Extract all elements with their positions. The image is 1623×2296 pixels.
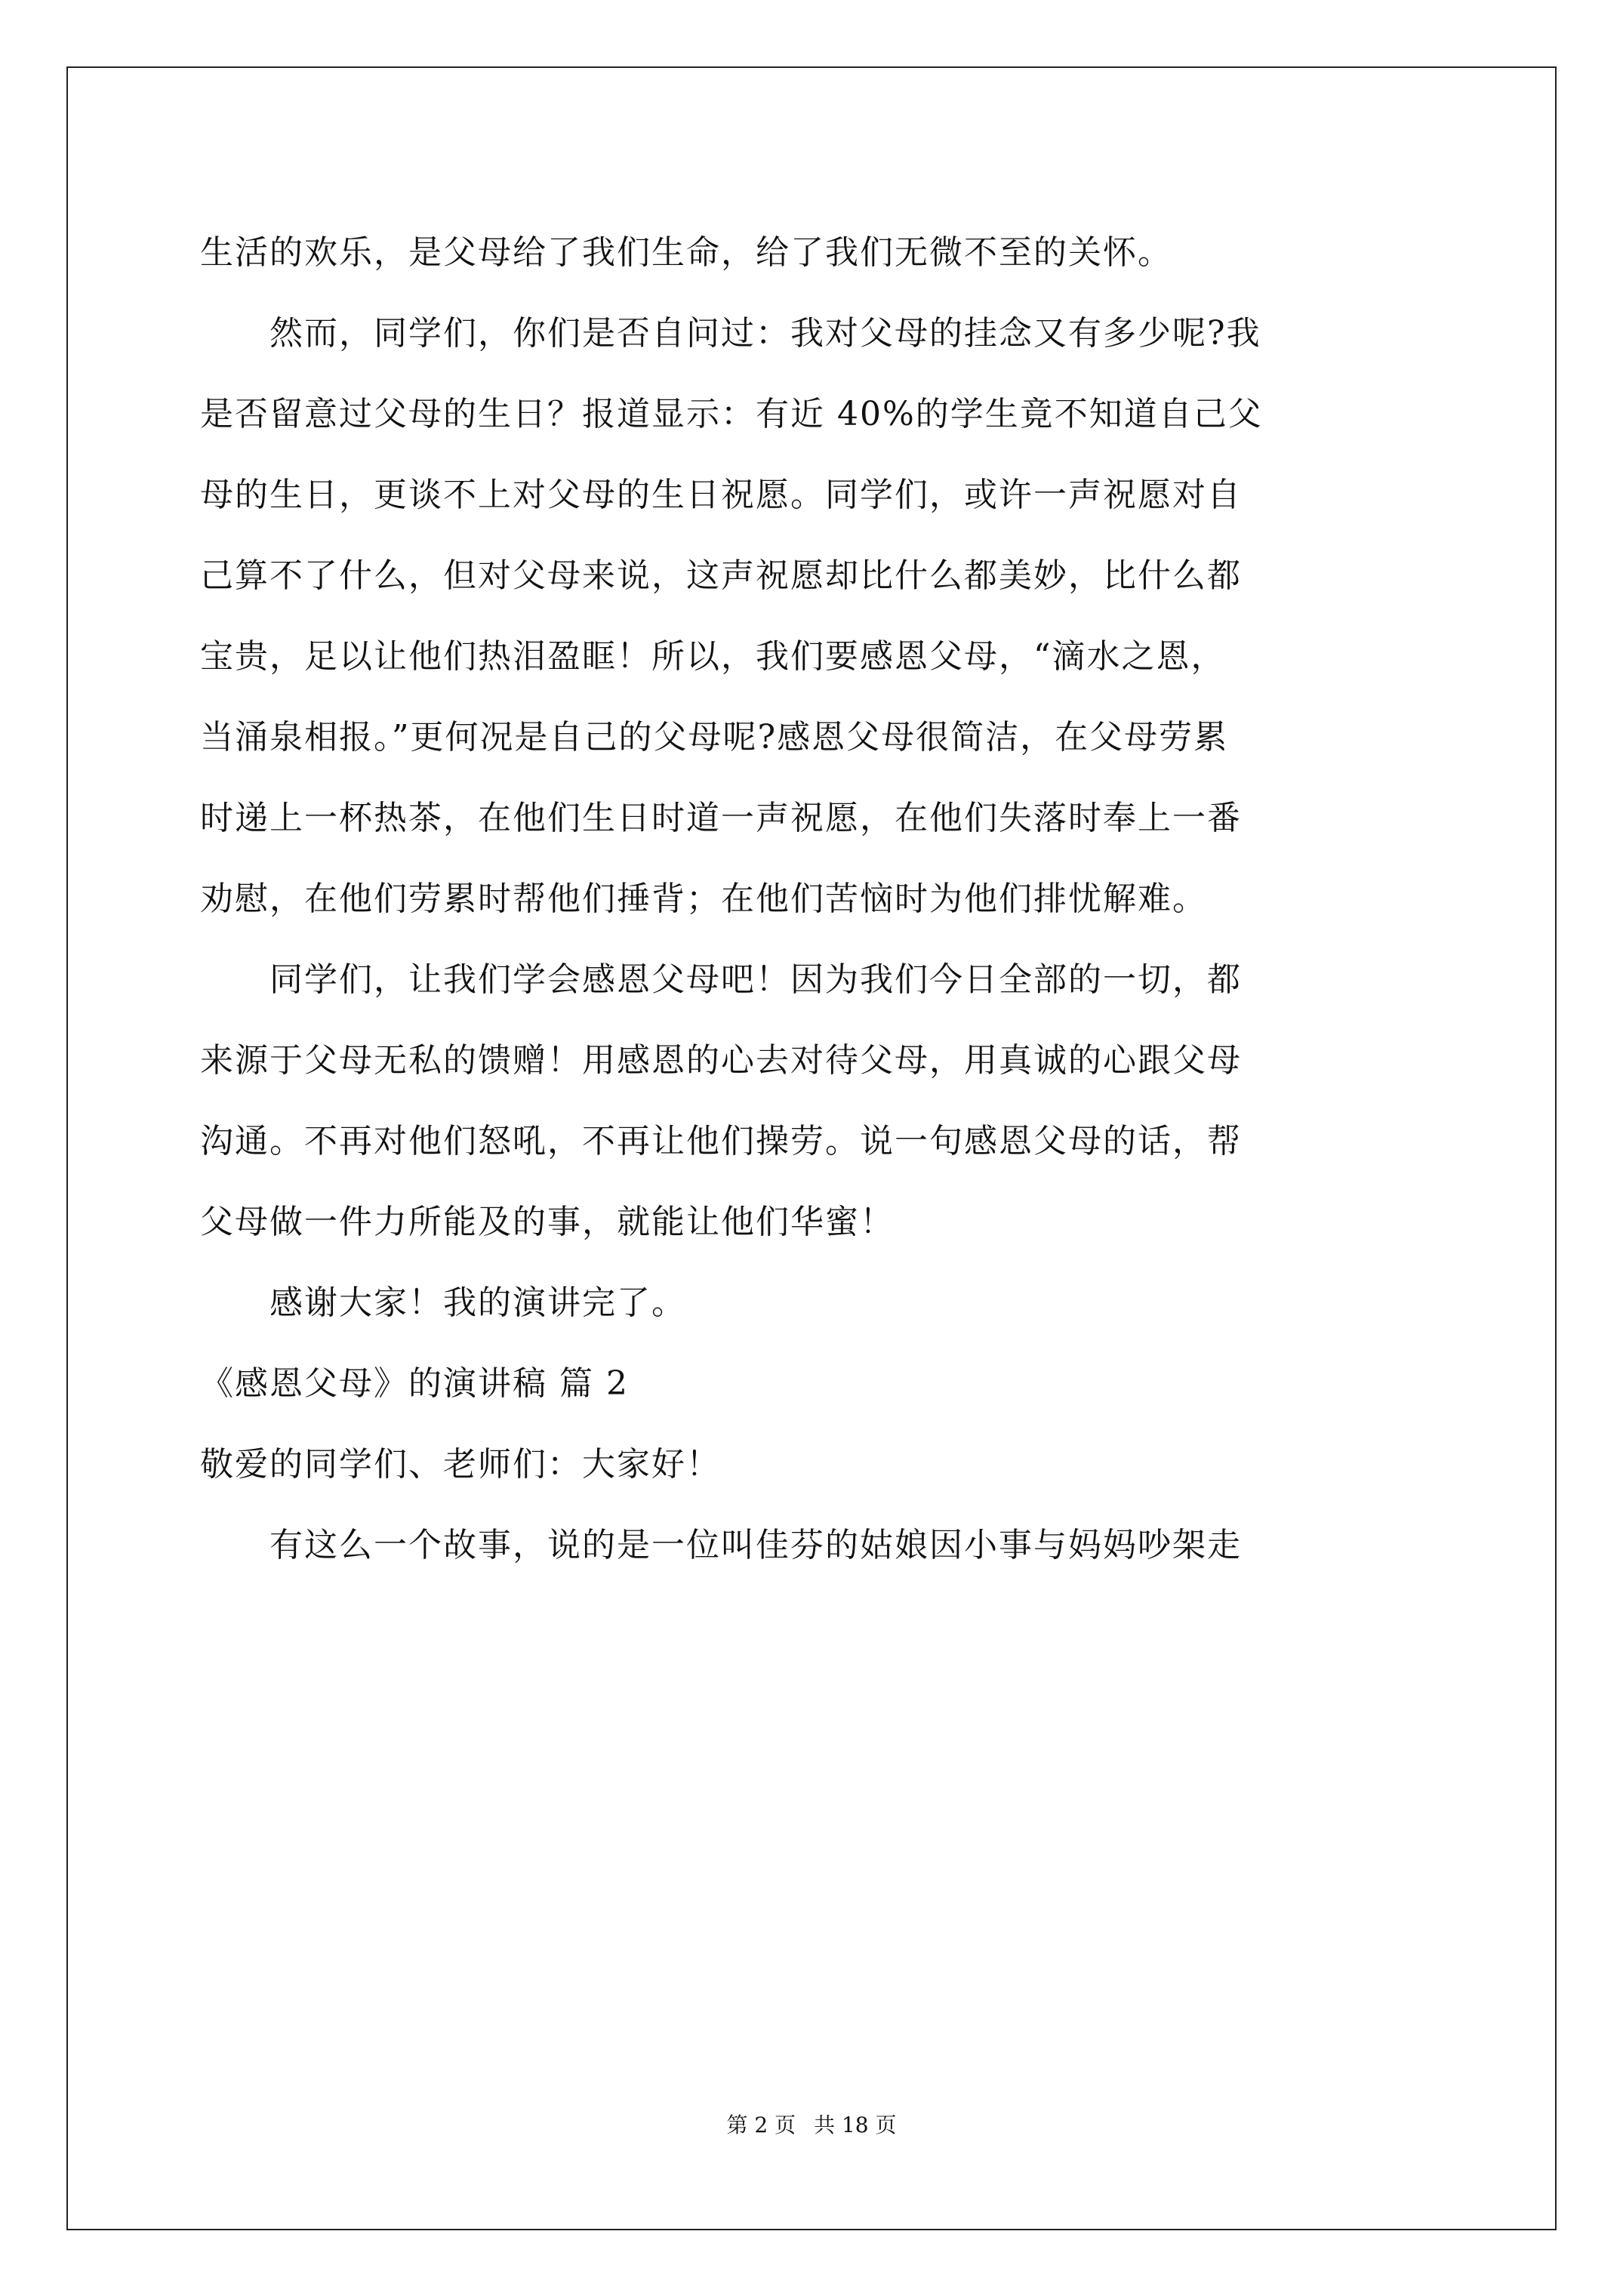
text-line: 宝贵，足以让他们热泪盈眶！所以，我们要感恩父母，“滴水之恩，: [200, 637, 1226, 676]
text-line: 同学们，让我们学会感恩父母吧！因为我们今日全部的一切，都: [200, 960, 1242, 999]
text-line: 生活的欢乐，是父母给了我们生命，给了我们无微不至的关怀。: [200, 233, 1172, 272]
text-line: 沟通。不再对他们怒吼，不再让他们操劳。说一句感恩父母的话，帮: [200, 1122, 1242, 1160]
text-line: 己算不了什么，但对父母来说，这声祝愿却比什么都美妙，比什么都: [200, 556, 1242, 595]
text-line: 是否留意过父母的生日？报道显示：有近 40%的学生竟不知道自己父: [200, 395, 1263, 433]
page-footer: [0, 2110, 1623, 2140]
page-total: 共 18 页: [814, 2113, 897, 2137]
page-number: 第 2 页: [726, 2113, 796, 2137]
text-line: 母的生日，更谈不上对父母的生日祝愿。同学们，或许一声祝愿对自: [200, 476, 1242, 514]
text-line: 来源于父母无私的馈赠！用感恩的心去对待父母，用真诚的心跟父母: [200, 1041, 1242, 1080]
text-line: 感谢大家！我的演讲完了。: [200, 1284, 686, 1322]
section-heading: 《感恩父母》的演讲稿 篇 2: [200, 1364, 629, 1403]
salutation: 敬爱的同学们、老师们：大家好！: [200, 1445, 721, 1484]
text-line: 父母做一件力所能及的事，就能让他们华蜜！: [200, 1203, 895, 1241]
text-line: 时递上一杯热茶，在他们生日时道一声祝愿，在他们失落时奉上一番: [200, 799, 1242, 837]
text-line: 当涌泉相报。”更何况是自己的父母呢?感恩父母很简洁，在父母劳累: [200, 718, 1229, 757]
text-line: 有这么一个故事，说的是一位叫佳芬的姑娘因小事与妈妈吵架走: [200, 1526, 1242, 1564]
text-line: 然而，同学们，你们是否自问过：我对父母的挂念又有多少呢?我: [200, 314, 1261, 353]
text-line: 劝慰，在他们劳累时帮他们捶背；在他们苦恼时为他们排忧解难。: [200, 880, 1207, 918]
